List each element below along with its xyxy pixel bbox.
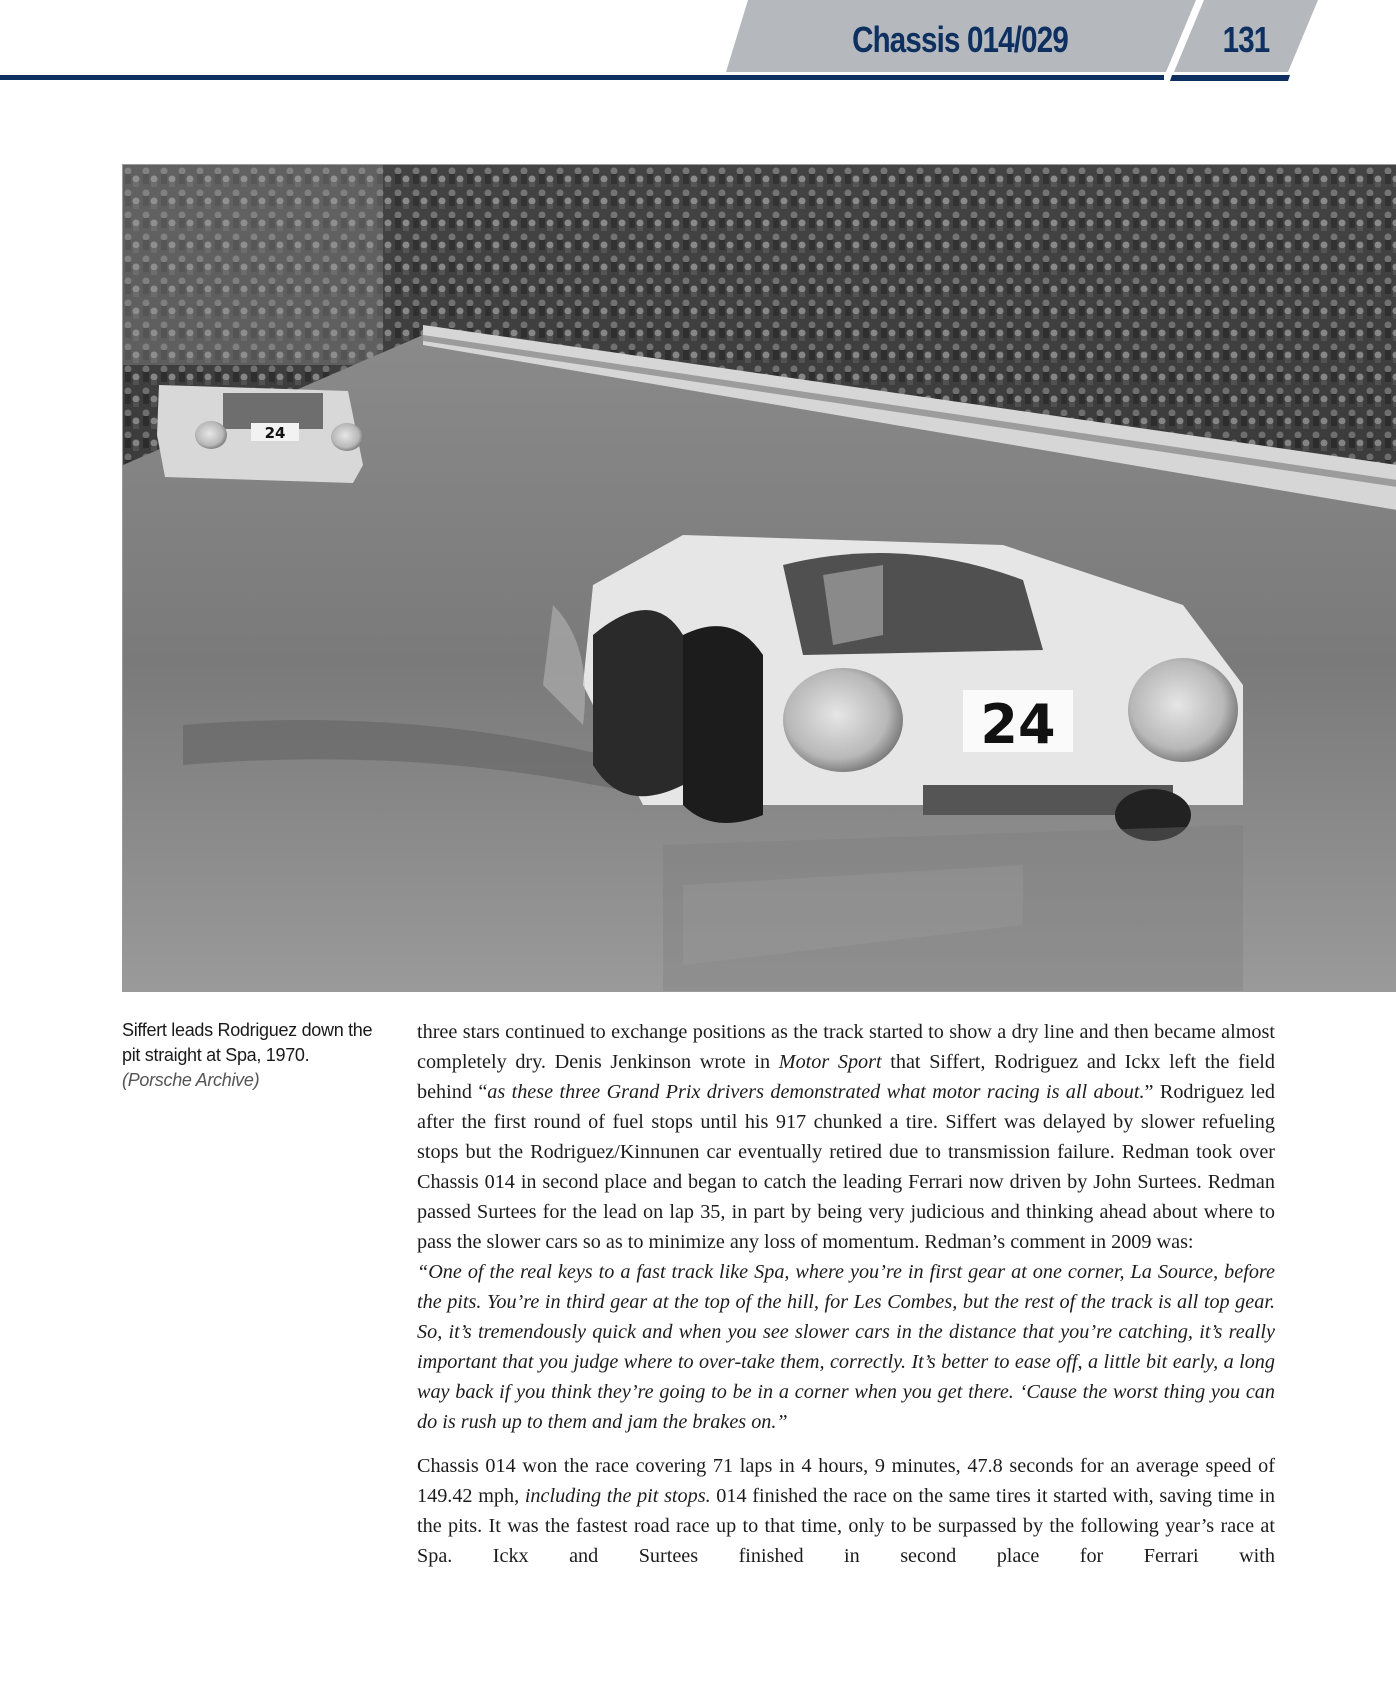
jenkinson-quote: as these three Grand Prix drivers demonstrated what motor racing is all about.: [487, 1081, 1145, 1103]
trailing-car-number: 24: [264, 424, 286, 442]
publication-title: Motor Sport: [778, 1051, 882, 1073]
paragraph-2: [417, 1451, 1275, 1571]
race-photo: [122, 164, 1396, 992]
paragraph-1-part-a: three stars continued to exchange positions as the track started to show a dry line and then became almost completely dry. Denis Jenkinson wrote in: [417, 1021, 1275, 1073]
paragraph-1: [417, 1017, 1275, 1257]
paragraph-1-part-b: that Siffert, Rodriguez and Ickx left the field behind “: [417, 1051, 1276, 1103]
lead-car-number: 24: [980, 693, 1056, 756]
header-rule-right: [1170, 75, 1290, 81]
page-number: 131: [1222, 19, 1270, 60]
body-text: [417, 1017, 1275, 1571]
paragraph-1-part-c: ” Rodriguez led after the first round of fuel stops until his 917 chunked a tire. Siffert was delayed by slower refueling stops but the Rodriguez/Kinnunen car eventually retired due to transmission failure. Redman took over Chassis 014 in second place and began to catch the leading Ferrari now driven by John Surtees. Redman passed Surtees for the lead on lap 35, in part by being very judicious and thinking ahead about where to pass the slower cars so as to minimize any loss of momentum. Redman’s comment in 2009 was:: [417, 1081, 1275, 1253]
header-rule-left: [0, 75, 1164, 80]
trailing-car: [157, 385, 363, 483]
chapter-title: Chassis 014/029: [852, 19, 1068, 60]
paragraph-2-part-b: 014 finished the race on the same tires it started with, saving time in the pits. It was the fastest road race up to that time, only to be surpassed by the following year’s race at Spa. Ickx and Surtees finished in second place for Ferrari with: [417, 1485, 1275, 1567]
paragraph-2-part-a: Chassis 014 won the race covering 71 laps in 4 hours, 9 minutes, 47.8 seconds for an average speed of 149.42 mph,: [417, 1455, 1275, 1507]
photo-caption: [122, 1018, 382, 1093]
caption-text: Siffert leads Rodriguez down the pit straight at Spa, 1970.: [122, 1020, 373, 1065]
redman-quote: “One of the real keys to a fast track like Spa, where you’re in first gear at one corner, La Source, before the pits. You’re in third gear at the top of the hill, for Les Combes, but the rest of the track is all top gear. So, it’s tremendously quick and when you see slower cars in the distance that you’re catching, it’s really important that you judge where to over-take them, correctly. It’s better to ease off, a little bit early, a long way back if you think they’re going to be in a corner when you get there. ‘Cause the worst thing you can do is rush up to them and jam the brakes on.”: [417, 1261, 1275, 1433]
paragraph-2-emphasis: including the pit stops.: [524, 1485, 711, 1507]
header-graphic: [0, 0, 1396, 90]
race-photo-illustration: [123, 165, 1396, 991]
caption-credit: (Porsche Archive): [122, 1070, 260, 1090]
running-header: [0, 0, 1396, 90]
